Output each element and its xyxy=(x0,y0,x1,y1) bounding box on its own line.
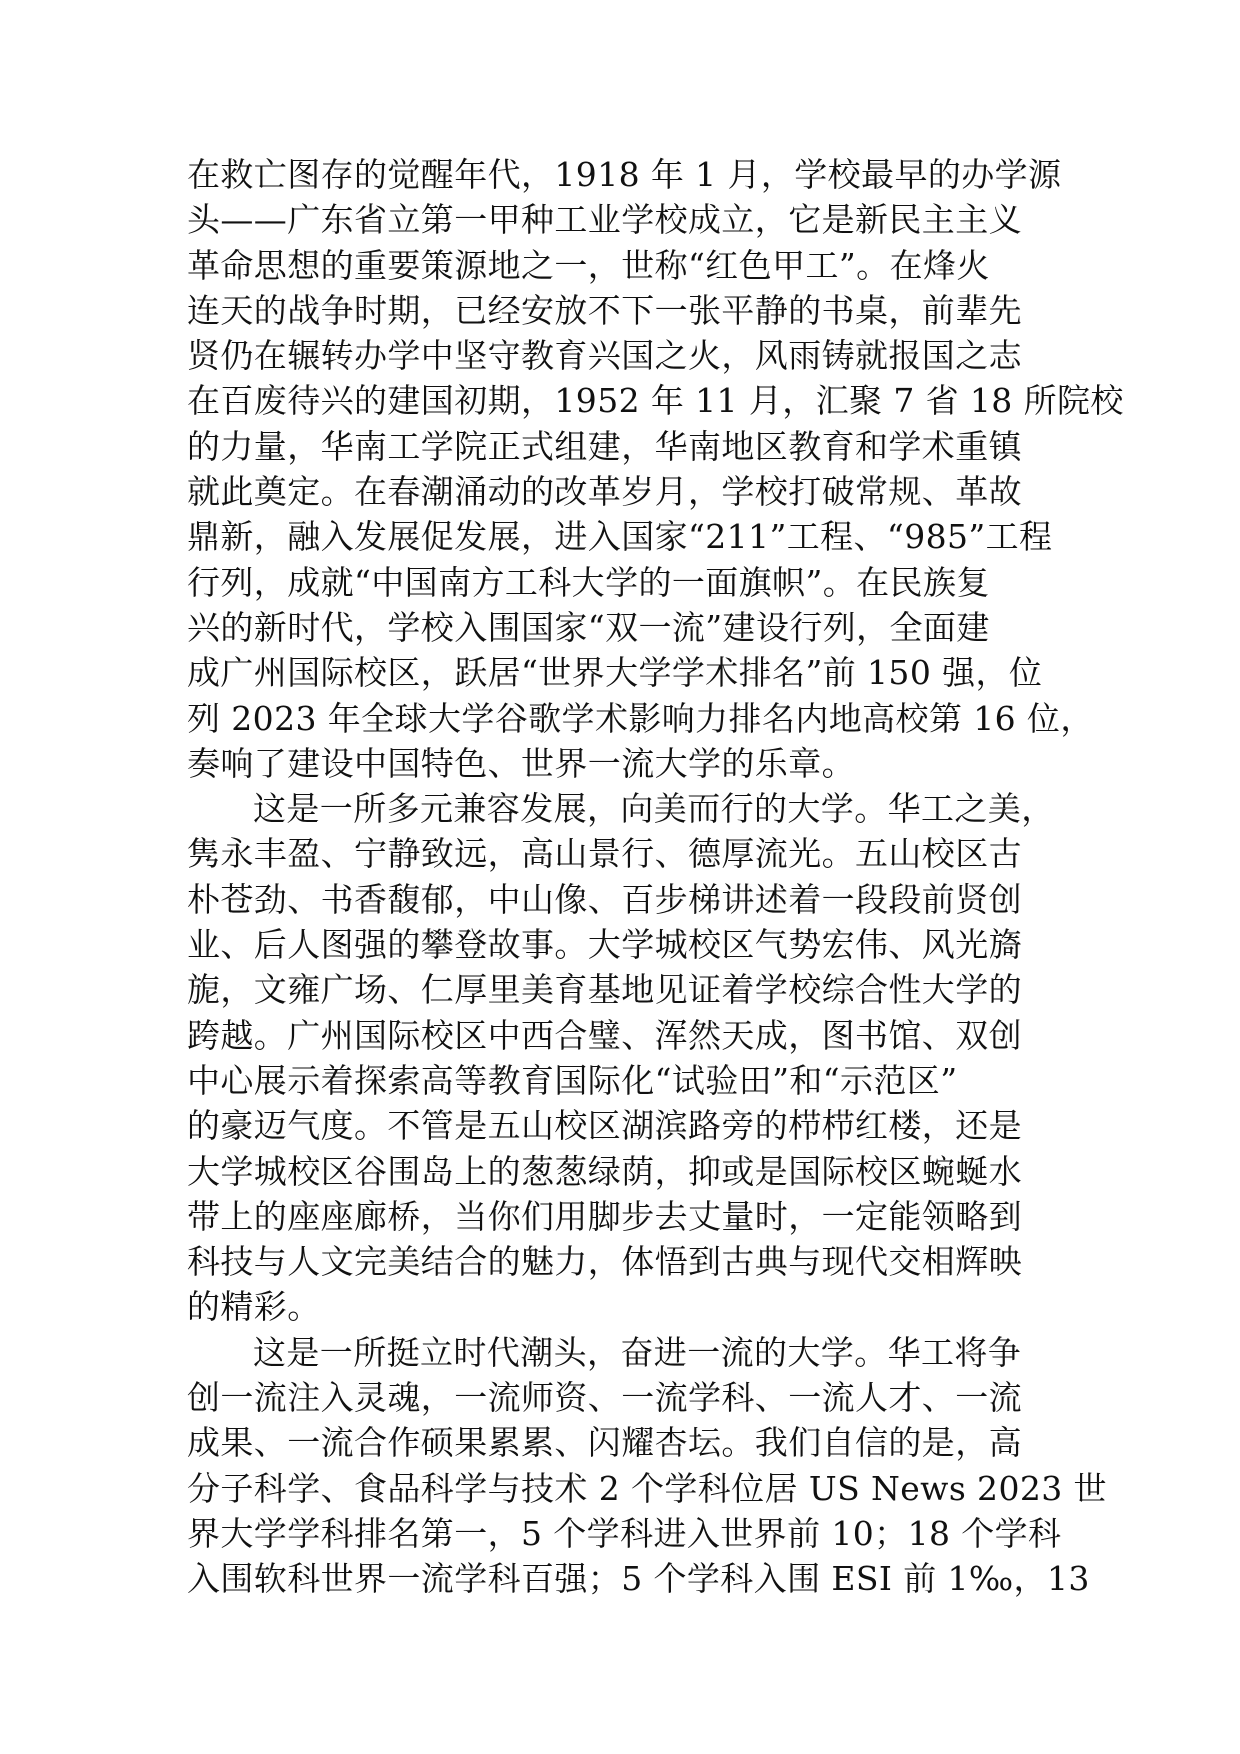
text-line: 的力量，华南工学院正式组建，华南地区教育和学术重镇 xyxy=(187,426,1022,466)
text-line: 旎，文雍广场、仁厚里美育基地见证着学校综合性大学的 xyxy=(187,970,1022,1010)
text-line: 行列，成就“中国南方工科大学的一面旗帜”。在民族复 xyxy=(187,562,990,602)
text-line: 成广州国际校区，跃居“世界大学学术排名”前 150 强，位 xyxy=(187,653,1043,693)
text-line: 界大学学科排名第一，5 个学科进入世界前 10；18 个学科 xyxy=(187,1513,1062,1553)
text-line: 贤仍在辗转办学中坚守教育兴国之火，风雨铸就报国之志 xyxy=(187,336,1022,376)
text-line: 中心展示着探索高等教育国际化“试验田”和“示范区” xyxy=(187,1060,958,1100)
text-line: 大学城校区谷围岛上的葱葱绿荫，抑或是国际校区蜿蜒水 xyxy=(187,1151,1022,1191)
text-line: 的豪迈气度。不管是五山校区湖滨路旁的栉栉红楼，还是 xyxy=(187,1106,1022,1146)
text-line: 创一流注入灵魂，一流师资、一流学科、一流人才、一流 xyxy=(187,1378,1022,1418)
text-line: 业、后人图强的攀登故事。大学城校区气势宏伟、风光旖 xyxy=(187,925,1022,965)
text-line: 入围软科世界一流学科百强；5 个学科入围 ESI 前 1‰，13 xyxy=(187,1559,1090,1599)
text-line: 连天的战争时期，已经安放不下一张平静的书桌，前辈先 xyxy=(187,290,1022,330)
body-text xyxy=(187,152,1124,1602)
text-line: 列 2023 年全球大学谷歌学术影响力排名内地高校第 16 位， xyxy=(187,698,1094,738)
text-line: 跨越。广州国际校区中西合璧、浑然天成，图书馆、双创 xyxy=(187,1015,1022,1055)
text-line: 隽永丰盈、宁静致远，高山景行、德厚流光。五山校区古 xyxy=(187,834,1022,874)
text-line: 朴苍劲、书香馥郁，中山像、百步梯讲述着一段段前贤创 xyxy=(187,879,1022,919)
text-line: 兴的新时代，学校入围国家“双一流”建设行列，全面建 xyxy=(187,607,990,647)
text-line: 分子科学、食品科学与技术 2 个学科位居 US News 2023 世 xyxy=(187,1468,1107,1508)
text-line: 在百废待兴的建国初期，1952 年 11 月，汇聚 7 省 18 所院校 xyxy=(187,381,1124,421)
text-line: 在救亡图存的觉醒年代，1918 年 1 月，学校最早的办学源 xyxy=(187,155,1062,194)
text-line: 就此奠定。在春潮涌动的改革岁月，学校打破常规、革故 xyxy=(187,472,1022,512)
text-line: 革命思想的重要策源地之一，世称“红色甲工”。在烽火 xyxy=(187,245,990,285)
text-line: 奏响了建设中国特色、世界一流大学的乐章。 xyxy=(187,743,855,783)
text-line: 带上的座座廊桥，当你们用脚步去丈量时，一定能领略到 xyxy=(187,1196,1022,1236)
text-line: 成果、一流合作硕果累累、闪耀杏坛。我们自信的是，高 xyxy=(187,1423,1022,1463)
text-line: 科技与人文完美结合的魅力，体悟到古典与现代交相辉映 xyxy=(187,1242,1022,1282)
text-line: 鼎新，融入发展促发展，进入国家“211”工程、“985”工程 xyxy=(187,517,1053,557)
paragraph-first-line: 这是一所挺立时代潮头，奋进一流的大学。华工将争 xyxy=(253,1332,1022,1372)
text-line: 的精彩。 xyxy=(187,1287,321,1327)
paragraph-first-line: 这是一所多元兼容发展，向美而行的大学。华工之美， xyxy=(253,789,1055,829)
text-line: 头——广东省立第一甲种工业学校成立，它是新民主主义 xyxy=(187,200,1022,240)
